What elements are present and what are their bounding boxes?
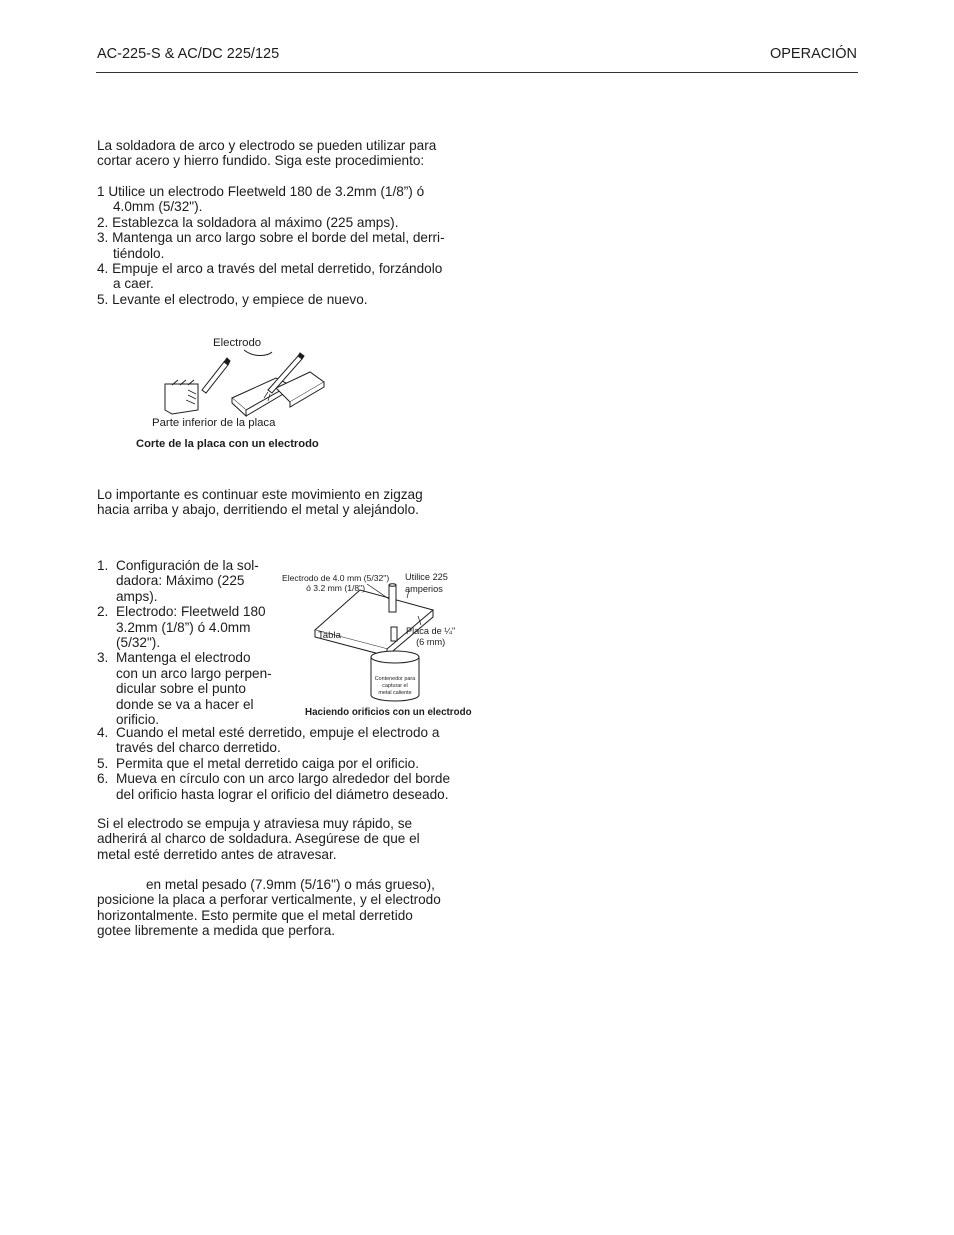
figure-label-amps: Utilice 225 amperios [405, 572, 448, 594]
list-item: 3. Mantenga el electrodo [97, 650, 251, 666]
header-section: OPERACIÓN [769, 46, 857, 62]
zigzag-paragraph: Lo importante es continuar este movimiento en zigzag hacia arriba y abajo, derritiendo el metal y alejándolo. [97, 487, 423, 518]
list-item: 4. Empuje el arco a través del metal derretido, forzándolo [97, 261, 443, 277]
list-item-continuation: a caer. [113, 276, 154, 292]
figure-caption-holes: Haciendo orificios con un electrodo [305, 707, 472, 718]
heavy-metal-paragraph: en metal pesado (7.9mm (5/16") o más grueso), posicione la placa a perforar verticalmente, y el electrodo horizontalmente. Esto permite que el metal derretido gotee libremente a medida que perfora. [97, 877, 441, 939]
cutting-intro: La soldadora de arco y electrodo se pueden utilizar para cortar acero y hierro fundido. Siga este procedimiento: [97, 138, 437, 169]
cutting-steps [97, 184, 445, 307]
list-item: 1. Configuración de la sol- [97, 558, 259, 573]
figure-label-electrode: Electrodo [213, 337, 262, 349]
figure-label-table: Tabla [318, 630, 341, 641]
list-item: 1 Utilice un electrodo Fleetweld 180 de 3.2mm (1/8”) ó [97, 184, 425, 199]
list-item-continuation: tiéndolo. [113, 245, 165, 261]
list-item: 5. Permita que el metal derretido caiga por el orificio. [97, 755, 419, 771]
warning-paragraph: Si el electrodo se empuja y atraviesa muy rápido, se adherirá al charco de soldadura. Asegúrese de que el metal esté derretido antes de atravesar. [97, 816, 420, 862]
list-item: 2. Electrodo: Fleetweld 180 [97, 604, 266, 620]
list-item: 2. Establezca la soldadora al máximo (225 amps). [97, 214, 399, 230]
figure-label-plate: Placa de ¼" (6 mm) [406, 626, 456, 647]
holes-steps-narrow: 1. Configuración de la sol- dadora: Máximo (225 amps). 2. Electrodo: Fleetweld 180 3.2mm (1/8”) ó 4.0mm (5/32"). 3. Mantenga el electrodo con un arco largo perpen- dicular sobre el punto donde se va a hacer el orificio. [97, 558, 272, 728]
header-model: AC-225-S & AC/DC 225/125 [97, 46, 280, 62]
list-item: 3. Mantenga un arco largo sobre el borde del metal, derri- [97, 230, 445, 246]
list-item: 4. Cuando el metal esté derretido, empuje el electrodo a [97, 725, 440, 740]
figure-label-container: Contenedor para capturar el metal caliente [374, 676, 416, 696]
list-item: 6. Mueva en círculo con un arco largo alrededor del borde [97, 771, 451, 787]
figure-label-plate-bottom: Parte inferior de la placa [152, 417, 276, 429]
header-divider [96, 72, 858, 73]
list-item: 5. Levante el electrodo, y empiece de nuevo. [97, 291, 368, 307]
list-item-continuation: 4.0mm (5/32"). [113, 199, 203, 215]
figure-label-electrode-size: Electrodo de 4.0 mm (5/32") ó 3.2 mm (1/8") [282, 573, 390, 593]
holes-steps-wide: 4. Cuando el metal esté derretido, empuje el electrodo a través del charco derretido. 5. Permita que el metal derretido caiga por el orificio. 6. Mueva en círculo con un arco largo alrededor del borde del orificio hasta lograr el orificio del diámetro deseado. [97, 725, 451, 802]
figure-caption-cutting: Corte de la placa con un electrodo [136, 438, 319, 450]
